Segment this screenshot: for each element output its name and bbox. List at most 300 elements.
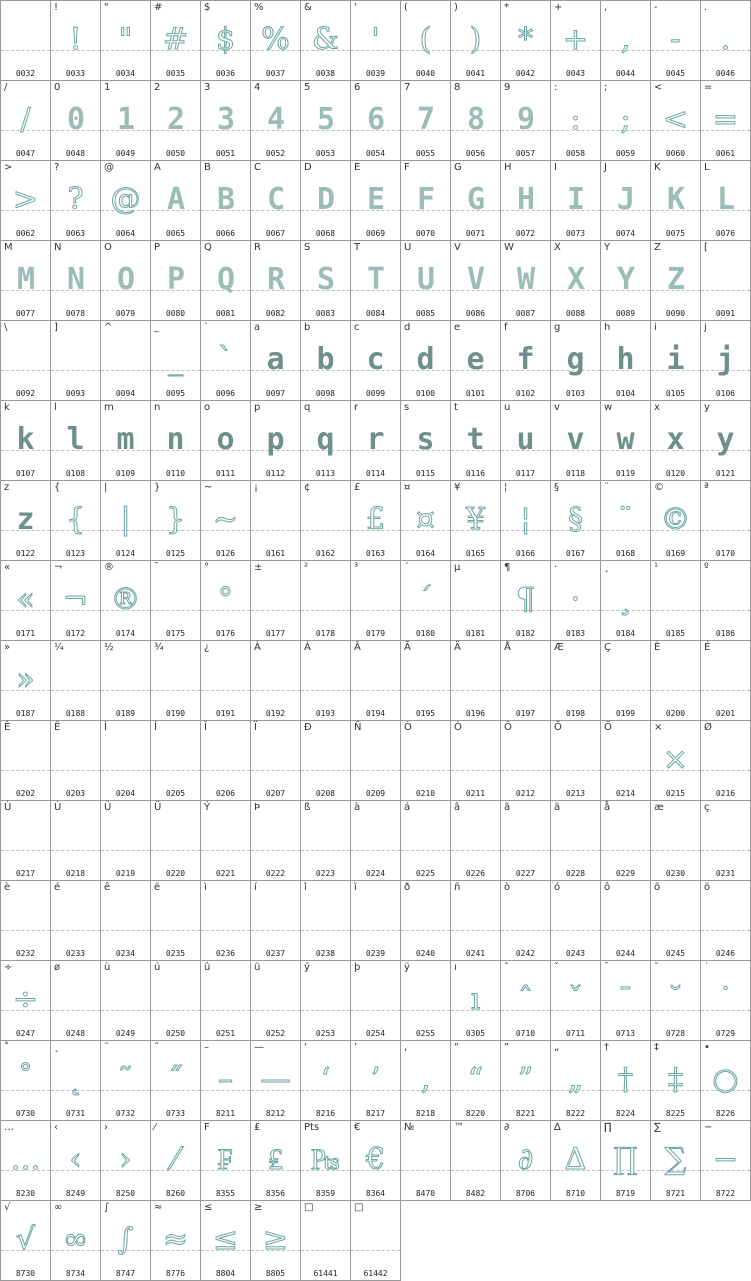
glyph-code: 0186 — [715, 629, 736, 638]
glyph-sample — [101, 975, 150, 1025]
glyph-cell-label: ∏ — [604, 1122, 612, 1133]
glyph-cell-label: ¥ — [454, 482, 461, 493]
glyph-code: 8359 — [315, 1189, 336, 1198]
glyph-sample: ˚ — [18, 1062, 33, 1097]
glyph-cell-label: ˚ — [4, 1042, 9, 1053]
glyph-code: 0084 — [365, 309, 386, 318]
glyph-sample — [601, 895, 650, 945]
glyph-sample: P — [166, 262, 185, 297]
glyph-cell-label: ^ — [104, 322, 113, 333]
glyph-cell-label: ô — [604, 882, 611, 893]
glyph-sample — [451, 1135, 500, 1185]
glyph-cell-label: Y — [604, 242, 611, 253]
glyph-code: 0202 — [15, 789, 36, 798]
glyph-code: 0249 — [115, 1029, 136, 1038]
glyph-code: 0034 — [115, 69, 136, 78]
glyph-sample — [101, 815, 150, 865]
glyph-cell-label: ≥ — [254, 1202, 263, 1213]
glyph-code: 0184 — [615, 629, 636, 638]
glyph-code: 0122 — [15, 549, 36, 558]
glyph-code: 8721 — [665, 1189, 686, 1198]
glyph-cell-label: ∑ — [654, 1122, 661, 1133]
glyph-cell — [651, 81, 701, 161]
glyph-code: 8776 — [165, 1269, 186, 1278]
glyph-cell-label: ä — [554, 802, 561, 813]
glyph-sample: © — [660, 502, 691, 537]
glyph-sample: u — [516, 422, 535, 457]
glyph-cell — [201, 881, 251, 961]
glyph-cell — [551, 561, 601, 641]
glyph-sample — [301, 655, 350, 705]
glyph-code: 0244 — [615, 949, 636, 958]
glyph-cell — [701, 401, 751, 481]
glyph-code: 0215 — [665, 789, 686, 798]
glyph-cell — [251, 1041, 301, 1121]
glyph-code: 0224 — [365, 869, 386, 878]
glyph-sample: ` — [218, 342, 233, 377]
glyph-cell-label: 7 — [404, 82, 411, 93]
glyph-cell — [451, 561, 501, 641]
glyph-cell — [451, 321, 501, 401]
glyph-cell-label: º — [704, 562, 709, 573]
glyph-cell-label: = — [704, 82, 713, 93]
glyph-code: 0078 — [65, 309, 86, 318]
glyph-cell — [451, 161, 501, 241]
glyph-cell-label: V — [454, 242, 461, 253]
glyph-cell-label: " — [104, 2, 109, 13]
glyph-sample — [101, 895, 150, 945]
glyph-code: 0163 — [365, 549, 386, 558]
glyph-cell — [401, 961, 451, 1041]
glyph-cell — [51, 961, 101, 1041]
glyph-cell-label: ¯ — [154, 562, 159, 573]
glyph-code: 0041 — [465, 69, 486, 78]
glyph-sample — [451, 815, 500, 865]
glyph-cell-label: 0 — [54, 82, 61, 93]
glyph-code: 0080 — [165, 309, 186, 318]
glyph-code: 0121 — [715, 469, 736, 478]
glyph-sample — [551, 655, 600, 705]
glyph-cell — [0, 881, 51, 961]
glyph-cell-label: j — [704, 322, 707, 333]
glyph-code: 0068 — [315, 229, 336, 238]
glyph-cell-label: þ — [354, 962, 361, 973]
glyph-code: 0220 — [165, 869, 186, 878]
glyph-cell — [401, 881, 451, 961]
glyph-cell-label: ’ — [354, 1042, 358, 1053]
glyph-code: 0060 — [665, 149, 686, 158]
glyph-code: 0255 — [415, 1029, 436, 1038]
glyph-cell-label: C — [254, 162, 261, 173]
glyph-sample — [301, 975, 350, 1025]
glyph-sample — [101, 335, 150, 385]
glyph-cell — [501, 81, 551, 161]
glyph-cell-label: ˛ — [54, 1042, 59, 1053]
glyph-cell-label: › — [104, 1122, 108, 1133]
glyph-cell-label: p — [254, 402, 261, 413]
glyph-cell — [701, 641, 751, 721]
glyph-sample — [251, 815, 300, 865]
glyph-cell-label: № — [404, 1122, 415, 1133]
glyph-code: 0195 — [415, 709, 436, 718]
glyph-cell-label: ; — [604, 82, 608, 93]
glyph-sample — [251, 575, 300, 625]
glyph-cell — [201, 961, 251, 1041]
glyph-code: 0227 — [515, 869, 536, 878]
glyph-cell — [451, 481, 501, 561]
glyph-code: 0118 — [565, 469, 586, 478]
glyph-code: 8222 — [565, 1109, 586, 1118]
glyph-cell-label: M — [4, 242, 13, 253]
glyph-cell-label: ¡ — [254, 482, 259, 493]
glyph-code: 0229 — [615, 869, 636, 878]
glyph-cell-label: ‡ — [654, 1042, 659, 1053]
glyph-code: 0713 — [615, 1029, 636, 1038]
glyph-cell — [651, 161, 701, 241]
glyph-cell-label: ± — [254, 562, 263, 573]
glyph-cell-label: T — [354, 242, 361, 253]
glyph-cell — [601, 721, 651, 801]
glyph-sample: ~ — [212, 502, 239, 537]
glyph-code: 0238 — [315, 949, 336, 958]
glyph-sample: — — [260, 1062, 291, 1097]
glyph-cell — [151, 801, 201, 881]
glyph-sample — [151, 575, 200, 625]
glyph-code: 0210 — [415, 789, 436, 798]
glyph-cell — [351, 1201, 401, 1281]
glyph-sample: } — [165, 502, 186, 537]
glyph-cell — [701, 1121, 751, 1201]
glyph-sample — [201, 655, 250, 705]
glyph-sample — [201, 815, 250, 865]
glyph-cell — [301, 1201, 351, 1281]
glyph-cell — [51, 81, 101, 161]
glyph-sample: − — [712, 1142, 739, 1177]
glyph-cell — [601, 961, 651, 1041]
glyph-code: 0237 — [265, 949, 286, 958]
glyph-code: 0089 — [615, 309, 636, 318]
glyph-code: 0189 — [115, 709, 136, 718]
glyph-sample: q — [316, 422, 335, 457]
glyph-code: 0179 — [365, 629, 386, 638]
glyph-sample — [601, 815, 650, 865]
glyph-cell-label: 9 — [504, 82, 511, 93]
glyph-code: 0046 — [715, 69, 736, 78]
glyph-sample: Z — [666, 262, 685, 297]
glyph-code: 0239 — [365, 949, 386, 958]
glyph-cell — [551, 241, 601, 321]
glyph-code: 0115 — [415, 469, 436, 478]
glyph-cell — [351, 321, 401, 401]
glyph-cell — [101, 161, 151, 241]
glyph-cell-label: ? — [54, 162, 60, 173]
glyph-sample: 3 — [216, 102, 235, 137]
glyph-cell-label: ⁄ — [154, 1122, 156, 1133]
glyph-sample — [51, 735, 100, 785]
glyph-sample — [651, 895, 700, 945]
glyph-cell-label: , — [604, 2, 608, 13]
glyph-sample: ” — [517, 1062, 534, 1097]
glyph-code: 0038 — [315, 69, 336, 78]
glyph-code: 0164 — [415, 549, 436, 558]
glyph-cell-label: ‘ — [304, 1042, 308, 1053]
glyph-sample: ˆ — [518, 982, 533, 1017]
glyph-cell — [601, 321, 651, 401]
glyph-code: 0070 — [415, 229, 436, 238]
glyph-sample: 9 — [516, 102, 535, 137]
glyph-sample — [251, 975, 300, 1025]
glyph-sample: S — [316, 262, 335, 297]
glyph-cell-label: J — [604, 162, 607, 173]
glyph-cell-label: È — [654, 642, 661, 653]
glyph-sample — [301, 495, 350, 545]
glyph-cell-label: 4 — [254, 82, 261, 93]
glyph-sample — [351, 735, 400, 785]
glyph-cell — [151, 561, 201, 641]
glyph-cell — [351, 561, 401, 641]
glyph-sample: ¶ — [515, 582, 536, 617]
glyph-code: 0120 — [665, 469, 686, 478]
glyph-cell — [251, 321, 301, 401]
glyph-sample: 1 — [116, 102, 135, 137]
glyph-code: 0057 — [515, 149, 536, 158]
glyph-code: 0251 — [215, 1029, 236, 1038]
glyph-cell — [501, 881, 551, 961]
glyph-sample — [601, 735, 650, 785]
glyph-cell-label: 1 — [104, 82, 111, 93]
glyph-code: 0048 — [65, 149, 86, 158]
glyph-cell — [451, 81, 501, 161]
glyph-sample — [151, 735, 200, 785]
glyph-cell — [451, 801, 501, 881]
glyph-cell — [651, 561, 701, 641]
glyph-sample: † — [618, 1062, 633, 1097]
glyph-code: 0180 — [415, 629, 436, 638]
glyph-cell-label: / — [4, 82, 8, 93]
glyph-sample — [401, 735, 450, 785]
glyph-sample — [301, 575, 350, 625]
glyph-sample: « — [16, 582, 35, 617]
glyph-cell-label: ™ — [454, 1122, 464, 1133]
glyph-cell — [351, 81, 401, 161]
glyph-cell-label: è — [4, 882, 11, 893]
glyph-sample — [301, 1215, 350, 1265]
glyph-cell — [101, 961, 151, 1041]
glyph-cell-label: á — [404, 802, 411, 813]
glyph-cell-label: · — [554, 562, 558, 573]
glyph-cell-label: Ï — [254, 722, 257, 733]
glyph-sample — [251, 895, 300, 945]
glyph-cell-label: » — [4, 642, 11, 653]
glyph-cell — [251, 561, 301, 641]
glyph-cell-label: ] — [54, 322, 58, 333]
glyph-cell — [451, 1041, 501, 1121]
glyph-cell — [501, 401, 551, 481]
glyph-code: 0247 — [15, 1029, 36, 1038]
glyph-code: 0033 — [65, 69, 86, 78]
glyph-sample: ¤ — [415, 502, 436, 537]
glyph-code: 0198 — [565, 709, 586, 718]
glyph-sample: k — [16, 422, 35, 457]
glyph-cell-label: ˉ — [604, 962, 609, 973]
glyph-sample — [451, 735, 500, 785]
glyph-cell-label: G — [454, 162, 462, 173]
glyph-code: 0222 — [265, 869, 286, 878]
glyph-cell — [401, 641, 451, 721]
glyph-code: 8221 — [515, 1109, 536, 1118]
glyph-cell — [701, 561, 751, 641]
glyph-sample: ₤ — [268, 1142, 283, 1177]
glyph-sample: d — [416, 342, 435, 377]
glyph-sample — [351, 1215, 400, 1265]
glyph-cell — [351, 801, 401, 881]
glyph-cell — [51, 801, 101, 881]
glyph-sample: ≥ — [262, 1222, 289, 1257]
glyph-sample: - — [670, 22, 681, 57]
glyph-sample: ∫ — [117, 1222, 134, 1257]
glyph-code: 0072 — [515, 229, 536, 238]
glyph-cell — [151, 161, 201, 241]
glyph-cell — [701, 161, 751, 241]
glyph-cell-label: ¨ — [604, 482, 609, 493]
glyph-code: 0062 — [15, 229, 36, 238]
glyph-sample: " — [118, 22, 133, 57]
glyph-sample: » — [16, 662, 35, 697]
glyph-sample: ∂ — [517, 1142, 534, 1177]
glyph-code: 0053 — [315, 149, 336, 158]
glyph-cell-label: { — [54, 482, 61, 493]
glyph-code: 0226 — [465, 869, 486, 878]
glyph-cell — [551, 481, 601, 561]
glyph-cell-label: ‹ — [54, 1122, 58, 1133]
glyph-sample — [151, 975, 200, 1025]
glyph-sample: j — [716, 342, 735, 377]
glyph-cell — [501, 561, 551, 641]
glyph-cell-label: « — [4, 562, 11, 573]
glyph-sample: „ — [567, 1062, 584, 1097]
glyph-cell-label: } — [154, 482, 161, 493]
glyph-code: 0123 — [65, 549, 86, 558]
glyph-cell — [51, 881, 101, 961]
glyph-cell — [501, 1121, 551, 1201]
glyph-code: 0094 — [115, 389, 136, 398]
glyph-cell-label: d — [404, 322, 411, 333]
glyph-sample — [51, 815, 100, 865]
glyph-cell-label: R — [254, 242, 261, 253]
glyph-sample: + — [562, 22, 589, 57]
glyph-code: 0214 — [615, 789, 636, 798]
glyph-code: 0088 — [565, 309, 586, 318]
glyph-cell-label: Ü — [154, 802, 162, 813]
glyph-cell — [701, 241, 751, 321]
glyph-cell-label: u — [504, 402, 511, 413]
glyph-cell — [401, 721, 451, 801]
glyph-code: 0209 — [365, 789, 386, 798]
glyph-cell — [701, 0, 751, 81]
glyph-cell-label: ∞ — [54, 1202, 63, 1213]
glyph-cell — [101, 721, 151, 801]
glyph-cell-label: Ø — [704, 722, 712, 733]
glyph-cell-label: O — [104, 242, 112, 253]
glyph-cell-label: □ — [304, 1202, 314, 1213]
glyph-code: 0064 — [115, 229, 136, 238]
glyph-cell-label: z — [4, 482, 10, 493]
glyph-code: 0111 — [215, 469, 236, 478]
glyph-cell — [201, 401, 251, 481]
glyph-cell-label: 6 — [354, 82, 361, 93]
glyph-cell — [301, 401, 351, 481]
glyph-cell-label: ¼ — [54, 642, 64, 653]
glyph-sample — [401, 975, 450, 1025]
glyph-cell — [101, 881, 151, 961]
glyph-cell — [351, 881, 401, 961]
glyph-cell — [601, 1041, 651, 1121]
glyph-sample: z — [16, 502, 35, 537]
glyph-sample — [501, 895, 550, 945]
glyph-code: 0071 — [465, 229, 486, 238]
glyph-cell-label: < — [654, 82, 663, 93]
glyph-cell — [101, 401, 151, 481]
glyph-cell — [101, 81, 151, 161]
glyph-sample: . — [720, 22, 731, 57]
glyph-cell-label: - — [654, 2, 658, 13]
glyph-cell — [51, 241, 101, 321]
glyph-sample — [1, 735, 50, 785]
glyph-sample: m — [116, 422, 135, 457]
glyph-cell-label: Ò — [404, 722, 412, 733]
glyph-cell — [451, 881, 501, 961]
glyph-cell-label: F — [204, 1122, 210, 1133]
glyph-code: 0093 — [65, 389, 86, 398]
glyph-sample: 0 — [66, 102, 85, 137]
glyph-cell-label: € — [354, 1122, 361, 1133]
glyph-sample: ¸ — [618, 582, 633, 617]
glyph-cell-label: Ð — [304, 722, 312, 733]
glyph-cell-label: û — [204, 962, 211, 973]
glyph-code: 0074 — [615, 229, 636, 238]
glyph-cell — [151, 721, 201, 801]
glyph-cell — [201, 641, 251, 721]
glyph-cell — [701, 961, 751, 1041]
glyph-code: 0174 — [115, 629, 136, 638]
glyph-sample: ˉ — [618, 982, 633, 1017]
glyph-code: 0047 — [15, 149, 36, 158]
glyph-cell-label: ú — [154, 962, 161, 973]
glyph-cell — [151, 321, 201, 401]
glyph-cell — [101, 321, 151, 401]
glyph-cell — [601, 81, 651, 161]
glyph-cell — [151, 1201, 201, 1281]
glyph-cell — [0, 321, 51, 401]
glyph-code: 0109 — [115, 469, 136, 478]
glyph-code: 0190 — [165, 709, 186, 718]
glyph-cell-label: ( — [404, 2, 408, 13]
glyph-cell — [0, 0, 51, 81]
glyph-cell — [201, 241, 251, 321]
glyph-sample — [501, 815, 550, 865]
glyph-cell-label: • — [704, 1042, 710, 1053]
glyph-code: 0187 — [15, 709, 36, 718]
glyph-cell-label: b — [304, 322, 311, 333]
glyph-code: 0188 — [65, 709, 86, 718]
glyph-cell — [0, 961, 51, 1041]
glyph-sample: X — [566, 262, 585, 297]
glyph-code: 0196 — [465, 709, 486, 718]
glyph-code: 0055 — [415, 149, 436, 158]
glyph-cell — [251, 881, 301, 961]
glyph-cell — [351, 241, 401, 321]
glyph-cell — [651, 1121, 701, 1201]
